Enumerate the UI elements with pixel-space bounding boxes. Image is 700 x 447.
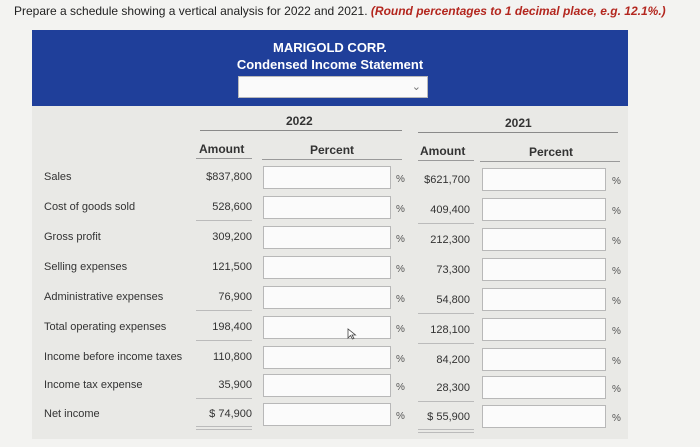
percent-2022-input[interactable] <box>263 316 391 339</box>
amount-2022-cell: 76,900 <box>218 291 252 303</box>
year-2022-header: 2022 <box>286 114 313 128</box>
amount-2022-cell: 110,800 <box>213 351 252 363</box>
amount-2021-cell: $ 55,900 <box>427 411 470 423</box>
statement-period-dropdown[interactable] <box>238 76 428 98</box>
amount-2021-underline <box>418 223 474 224</box>
percent-2021-input[interactable] <box>482 318 606 341</box>
percent-2022-header: Percent <box>310 143 355 157</box>
instruction-main: Prepare a schedule showing a vertical analysis for 2022 and 2021. <box>14 4 368 18</box>
amount-2021-cell: 409,400 <box>430 204 470 216</box>
year-2021-underline <box>418 132 618 133</box>
percent-sign: % <box>612 176 621 187</box>
percent-2021-input[interactable] <box>482 348 606 371</box>
company-name: MARIGOLD CORP. <box>273 40 387 55</box>
row-label: Total operating expenses <box>44 321 167 333</box>
percent-sign: % <box>396 204 405 215</box>
percent-2022-input[interactable] <box>263 346 391 369</box>
percent-2021-header: Percent <box>529 145 574 159</box>
chevron-down-icon: ⌄ <box>411 81 421 93</box>
percent-sign: % <box>396 174 405 185</box>
percent-2021-input[interactable] <box>482 228 606 251</box>
row-label: Selling expenses <box>44 261 128 273</box>
amount-2021-cell: 28,300 <box>436 382 470 394</box>
percent-sign: % <box>396 264 405 275</box>
percent-sign: % <box>612 413 621 424</box>
row-label: Gross profit <box>44 231 101 243</box>
amount-2021-underline <box>418 343 474 344</box>
amount-2022-underline <box>196 398 252 399</box>
statement-header <box>32 30 628 106</box>
amount-2022-cell: 198,400 <box>212 321 252 333</box>
percent-2022-input[interactable] <box>263 374 391 397</box>
percent-2021-input[interactable] <box>482 198 606 221</box>
row-label: Net income <box>44 408 100 420</box>
row-label: Income before income taxes <box>44 351 183 363</box>
percent-2022-input[interactable] <box>263 166 391 189</box>
amount-2021-underline <box>418 401 474 402</box>
year-2021-header: 2021 <box>505 116 532 130</box>
percent-2022-underline <box>262 159 402 160</box>
amount-2021-cell: 212,300 <box>430 234 470 246</box>
amount-2022-underline <box>196 340 252 341</box>
row-label: Sales <box>44 171 72 183</box>
amount-2021-cell: $621,700 <box>424 174 470 186</box>
percent-2022-input[interactable] <box>263 286 391 309</box>
row-label: Administrative expenses <box>44 291 164 303</box>
percent-2021-input[interactable] <box>482 288 606 311</box>
amount-2022-underline <box>196 310 252 311</box>
percent-sign: % <box>396 324 405 335</box>
percent-sign: % <box>612 236 621 247</box>
percent-sign: % <box>396 354 405 365</box>
percent-2022-input[interactable] <box>263 256 391 279</box>
statement-title: Condensed Income Statement <box>236 57 424 72</box>
percent-sign: % <box>396 234 405 245</box>
percent-2022-input[interactable] <box>263 403 391 426</box>
amount-2021-cell: 54,800 <box>436 294 470 306</box>
percent-sign: % <box>396 294 405 305</box>
amount-2022-cell: $ 74,900 <box>209 408 252 420</box>
percent-2021-input[interactable] <box>482 376 606 399</box>
percent-sign: % <box>612 206 621 217</box>
percent-sign: % <box>612 296 621 307</box>
percent-2022-input[interactable] <box>263 226 391 249</box>
mouse-pointer-icon <box>347 328 359 340</box>
percent-sign: % <box>612 384 621 395</box>
percent-sign: % <box>612 326 621 337</box>
row-label: Income tax expense <box>44 379 143 391</box>
percent-2022-input[interactable] <box>263 196 391 219</box>
year-2022-underline <box>200 130 402 131</box>
row-label: Cost of goods sold <box>44 201 136 213</box>
percent-sign: % <box>396 382 405 393</box>
amount-2022-underline <box>196 220 252 221</box>
percent-sign: % <box>612 356 621 367</box>
amount-2022-cell: 35,900 <box>218 379 252 391</box>
percent-2021-input[interactable] <box>482 258 606 281</box>
amount-2021-double-underline <box>418 432 474 433</box>
amount-2021-cell: 128,100 <box>430 324 470 336</box>
percent-2021-input[interactable] <box>482 168 606 191</box>
amount-2021-underline <box>418 313 474 314</box>
amount-2022-cell: 309,200 <box>212 231 252 243</box>
percent-2021-underline <box>480 161 620 162</box>
amount-2022-cell: 528,600 <box>212 201 252 213</box>
amount-2021-header: Amount <box>420 144 466 158</box>
percent-sign: % <box>396 411 405 422</box>
percent-2021-input[interactable] <box>482 405 606 428</box>
amount-2021-cell: 84,200 <box>436 354 470 366</box>
amount-2022-double-underline <box>196 429 252 430</box>
amount-2022-header: Amount <box>199 142 245 156</box>
amount-2022-cell: $837,800 <box>206 171 252 183</box>
percent-sign: % <box>612 266 621 277</box>
amount-2022-underline <box>196 158 252 159</box>
instruction-note: (Round percentages to 1 decimal place, e.g. 12.1%.) <box>370 4 666 18</box>
amount-2021-underline <box>418 160 474 161</box>
amount-2021-cell: 73,300 <box>436 264 470 276</box>
amount-2022-double-underline <box>196 426 252 427</box>
amount-2022-cell: 121,500 <box>212 261 252 273</box>
amount-2021-double-underline <box>418 429 474 430</box>
instruction-text <box>14 4 694 18</box>
